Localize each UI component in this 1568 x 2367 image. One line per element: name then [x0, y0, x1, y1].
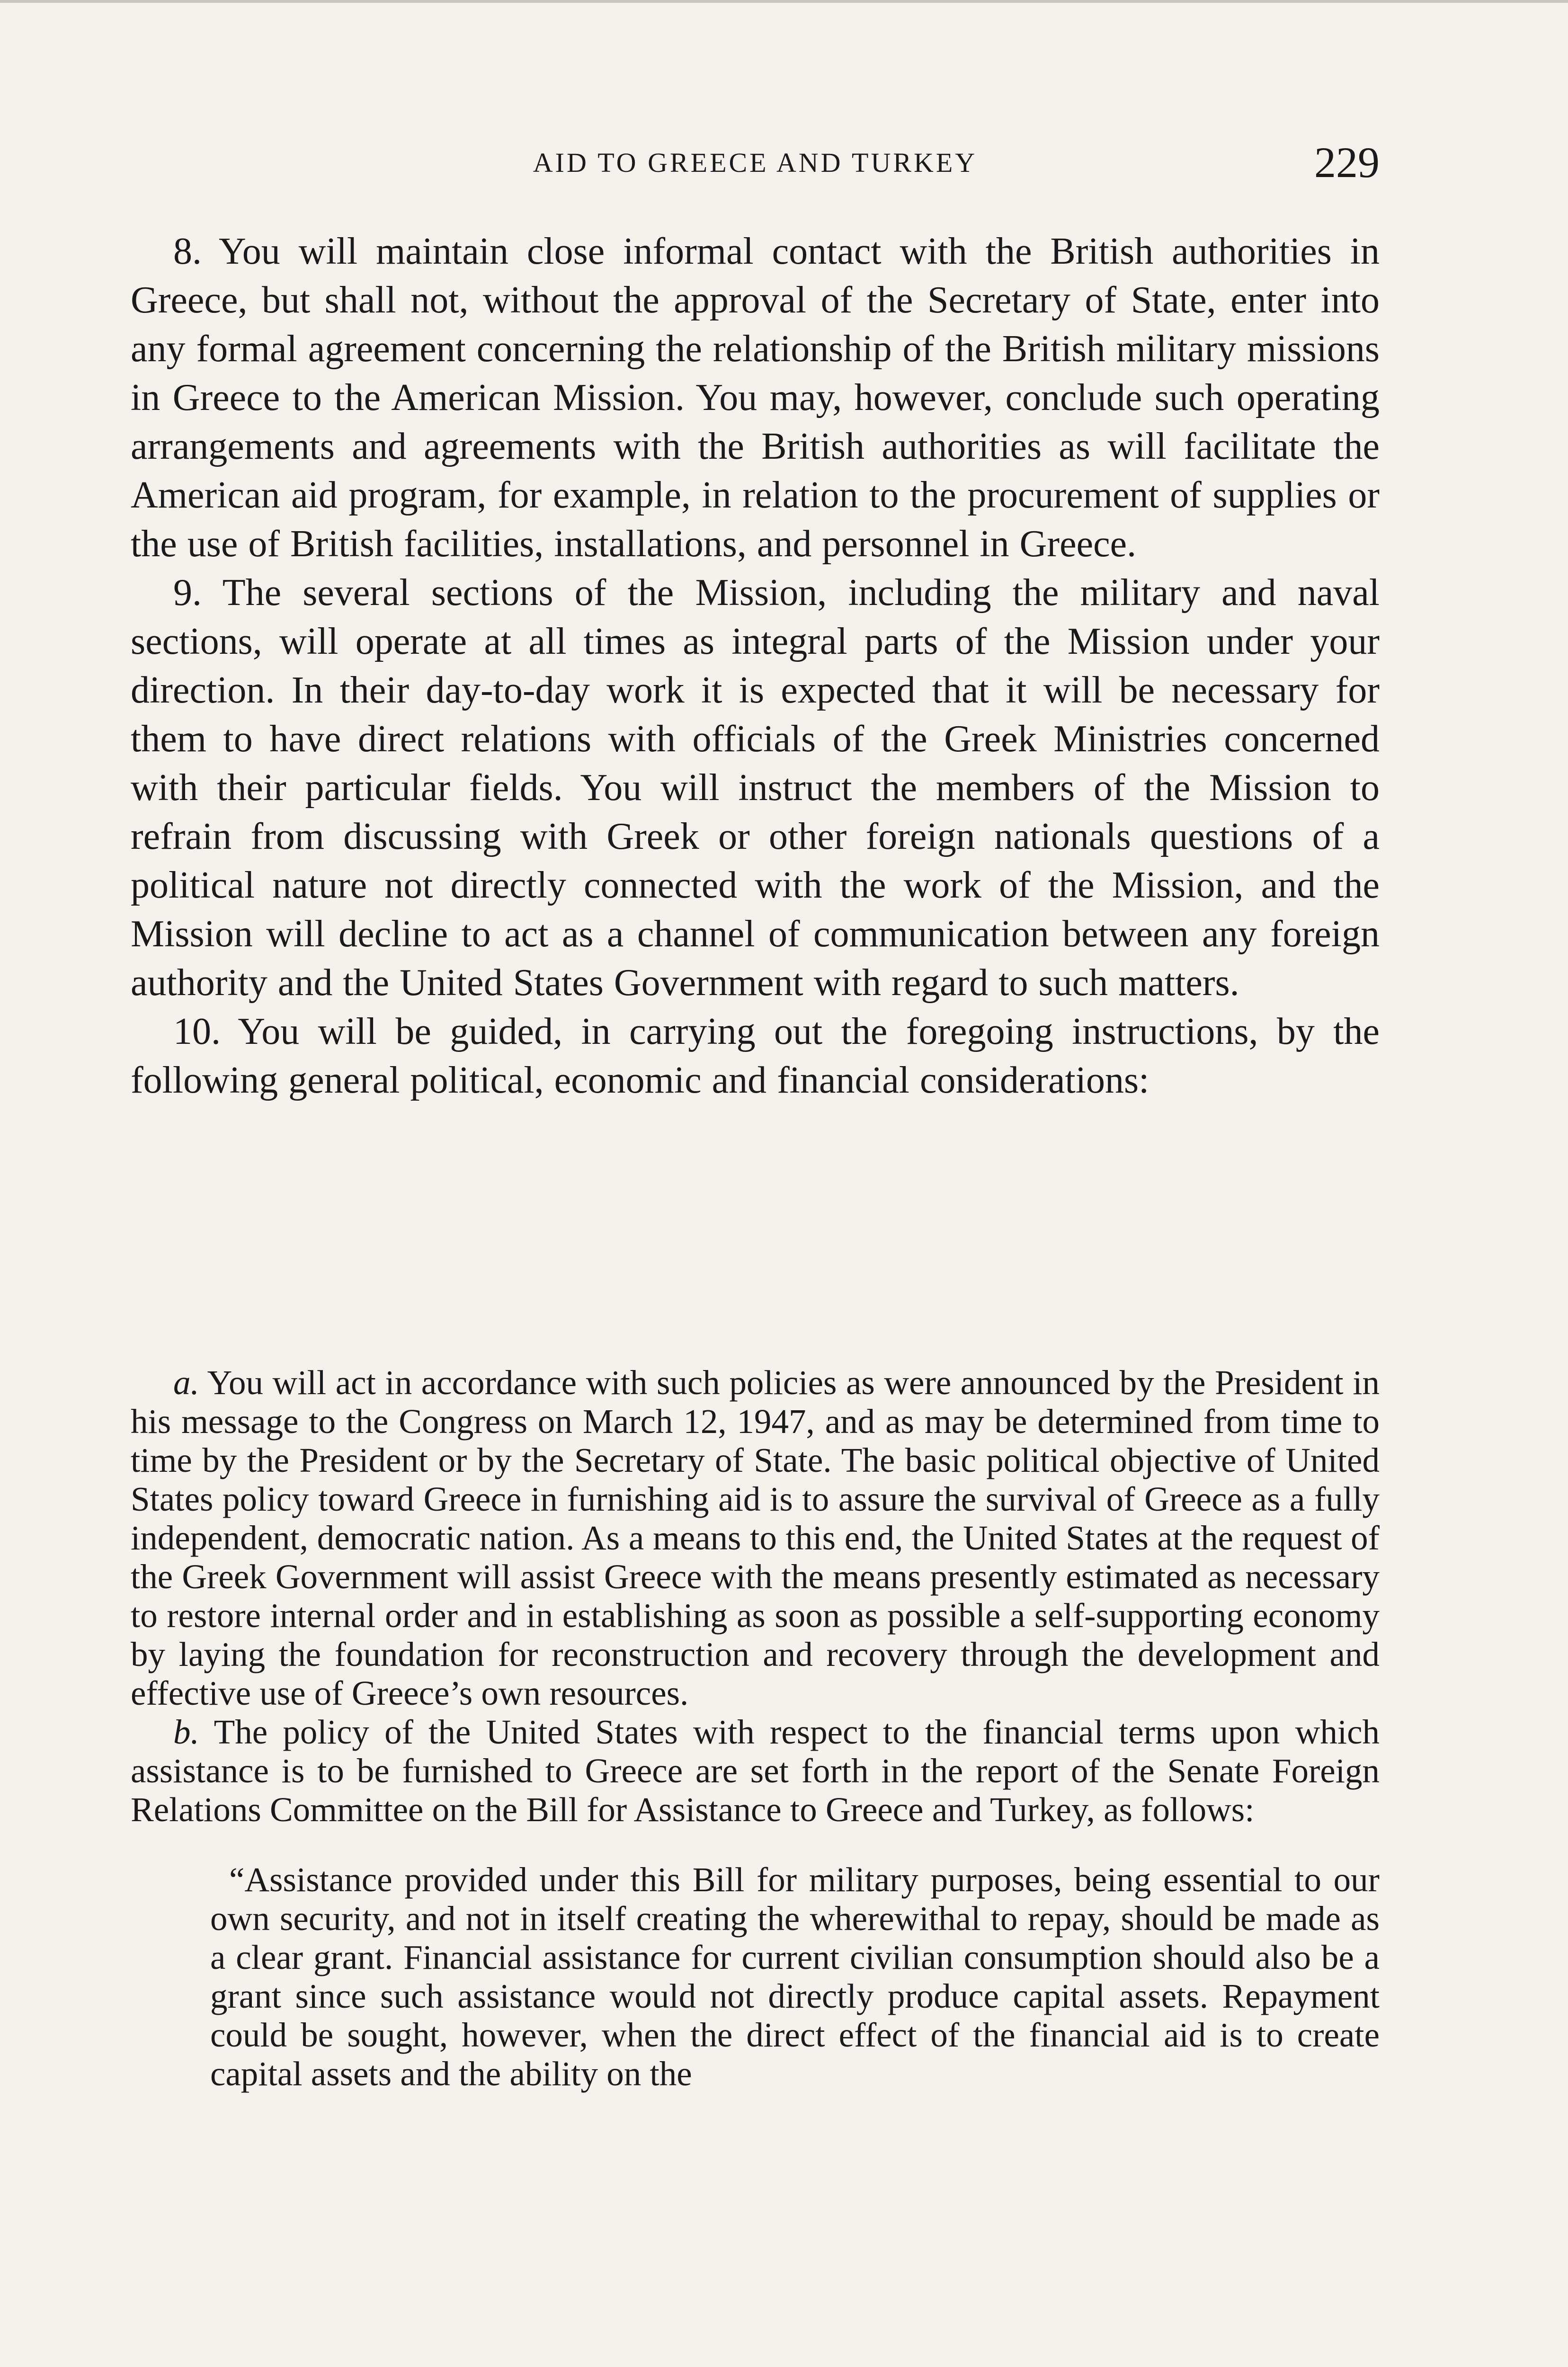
considerations-section	[131, 1363, 1380, 2093]
subparagraph-a	[131, 1363, 1380, 1713]
subparagraph-b-label: b.	[173, 1713, 199, 1751]
subparagraph-b	[131, 1713, 1380, 1829]
page-header	[131, 137, 1380, 194]
page-top-edge	[0, 0, 1568, 3]
committee-report-quote: “Assistance provided under this Bill for military purposes, being essential to our own security, and not in itself creating the wherewithal to repay, should be made as a clear grant. Financial assistance for current civilian consumption should also be a grant since such assistance would not directly produce capital assets. Repayment could be sought, however, when the direct effect of the financial aid is to create capital assets and the ability on the	[210, 1860, 1380, 2093]
page-number: 229	[1314, 138, 1380, 187]
subparagraph-b-text: The policy of the United States with respect to the financial terms upon which assistance is to be furnished to Greece are set forth in the report of the Senate Foreign Relations Committee on the Bill for Assistance to Greece and Turkey, as follows:	[131, 1713, 1380, 1829]
running-title: AID TO GREECE AND TURKEY	[533, 147, 978, 178]
subparagraph-a-label: a.	[173, 1363, 199, 1402]
subparagraph-a-text: You will act in accordance with such policies as were announced by the President in his message to the Congress on March 12, 1947, and as may be determined from time to time by the President or by the Secretary of State. The basic political objective of United States policy toward Greece in furnishing aid is to assure the survival of Greece as a fully independent, democratic nation. As a means to this end, the United States at the request of the Greek Government will assist Greece with the means presently estimated as necessary to restore internal order and in establishing as soon as possible a self-supporting economy by laying the foundation for reconstruction and recovery through the development and effective use of Greece’s own resources.	[131, 1363, 1380, 1712]
paragraph-8: 8. You will maintain close informal contact with the British authorities in Greece, but shall not, without the approval of the Secretary of State, enter into any formal agreement concerning the relationship of the British military missions in Greece to the American Mission. You may, however, conclude such operating arrangements and agreements with the British authorities as will facilitate the American aid program, for example, in relation to the procurement of supplies or the use of British facilities, installations, and personnel in Greece.	[131, 231, 1380, 565]
paragraph-10: 10. You will be guided, in carrying out the foregoing instructions, by the following general political, economic and financial considerations:	[131, 1011, 1380, 1101]
instructions-section	[131, 227, 1380, 1105]
paragraph-9: 9. The several sections of the Mission, including the military and naval sections, will operate at all times as integral parts of the Mission under your direction. In their day-to-day work it is expected that it will be necessary for them to have direct relations with officials of the Greek Ministries concerned with their particular fields. You will instruct the members of the Mission to refrain from discussing with Greek or other foreign nationals questions of a political nature not directly connected with the work of the Mission, and the Mission will decline to act as a channel of communication between any foreign authority and the United States Government with regard to such matters.	[131, 572, 1380, 1004]
